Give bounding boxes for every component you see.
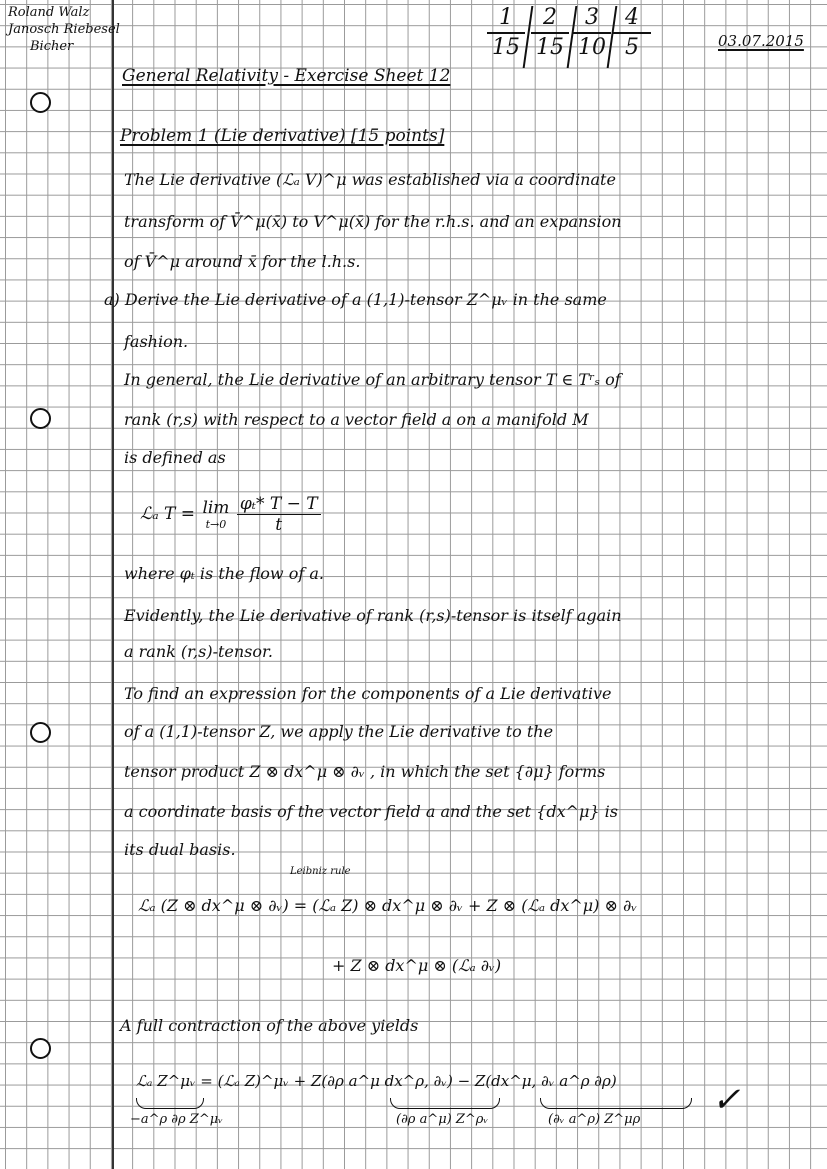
text-line: A full contraction of the above yields (120, 1016, 419, 1035)
problem-number: 1 (499, 5, 513, 30)
definition-lhs: ℒₐ T = (140, 504, 196, 524)
problem-points: 15 (487, 32, 525, 62)
problem-number: 3 (585, 5, 599, 30)
underbrace-label: −a^ρ ∂ρ Z^μᵥ (130, 1112, 224, 1127)
limit-operator: lim (202, 498, 230, 518)
punch-hole (30, 722, 51, 743)
text-line: tensor product Z ⊗ dx^μ ⊗ ∂ᵥ , in which the set {∂μ} forms (124, 762, 606, 781)
author-name: Bicher (30, 39, 74, 54)
page-title: General Relativity - Exercise Sheet 12 (122, 66, 451, 86)
problem-number: 2 (543, 5, 557, 30)
margin-line (112, 0, 114, 1169)
limit-subscript: t→0 (205, 518, 227, 531)
score-problem-4 (613, 4, 651, 68)
author-name: Janosch Riebesel (8, 22, 120, 37)
problem-points: 15 (531, 32, 569, 62)
punch-hole (30, 92, 51, 113)
text-line: The Lie derivative (ℒₐ V)^μ was established via a coordinate (124, 170, 616, 189)
definition-denominator: t (275, 515, 283, 535)
definition-numerator: φₜ* T − T (237, 494, 321, 515)
score-problem-1 (487, 4, 525, 68)
text-line: where φₜ is the flow of a. (124, 564, 324, 583)
underbrace-label: (∂ᵥ a^ρ) Z^μρ (548, 1112, 641, 1127)
author-name: Roland Walz (8, 5, 90, 20)
underbrace (136, 1098, 204, 1109)
lie-derivative-definition (140, 494, 321, 535)
text-line: a) Derive the Lie derivative of a (1,1)-tensor Z^μᵥ in the same (104, 290, 607, 309)
problem-number: 4 (625, 5, 639, 30)
text-line: In general, the Lie derivative of an arbitrary tensor T ∈ Tʳₛ of (124, 370, 621, 389)
problem-points: 10 (573, 32, 611, 62)
score-box (487, 4, 647, 68)
text-line: its dual basis. (124, 840, 236, 859)
author-list (8, 4, 120, 55)
punch-hole (30, 408, 51, 429)
leibniz-rule-annotation: Leibniz rule (290, 866, 351, 877)
text-line: rank (r,s) with respect to a vector field a on a manifold M (124, 410, 589, 429)
score-problem-3 (573, 4, 611, 68)
score-problem-2 (531, 4, 569, 68)
text-line: of V̄^μ around x̄ for the l.h.s. (124, 252, 361, 271)
grader-checkmark: ✓ (712, 1080, 741, 1120)
text-line: Evidently, the Lie derivative of rank (r,s)-tensor is itself again (124, 606, 622, 625)
problem-heading: Problem 1 (Lie derivative) [15 points] (120, 126, 445, 146)
text-line: of a (1,1)-tensor Z, we apply the Lie derivative to the (124, 722, 554, 741)
component-equation: ℒₐ Z^μᵥ = (ℒₐ Z)^μᵥ + Z(∂ρ a^μ dx^ρ, ∂ᵥ) − Z(dx^μ, ∂ᵥ a^ρ ∂ρ) (136, 1072, 617, 1090)
underbrace (540, 1098, 692, 1109)
leibniz-equation-line-1: ℒₐ (Z ⊗ dx^μ ⊗ ∂ᵥ) = (ℒₐ Z) ⊗ dx^μ ⊗ ∂ᵥ + Z ⊗ (ℒₐ dx^μ) ⊗ ∂ᵥ (138, 896, 638, 915)
text-line: a rank (r,s)-tensor. (124, 642, 273, 661)
text-line: To find an expression for the components of a Lie derivative (124, 684, 612, 703)
date: 03.07.2015 (718, 32, 804, 50)
problem-points: 5 (613, 32, 651, 62)
text-line: transform of V̄^μ(x̄) to V^μ(x̄) for the r.h.s. and an expansion (124, 212, 622, 231)
text-line: a coordinate basis of the vector field a and the set {dx^μ} is (124, 802, 618, 821)
text-line: fashion. (124, 332, 189, 351)
underbrace (390, 1098, 500, 1109)
text-line: is defined as (124, 448, 226, 467)
leibniz-equation-line-2: + Z ⊗ dx^μ ⊗ (ℒₐ ∂ᵥ) (332, 956, 502, 975)
underbrace-label: (∂ρ a^μ) Z^ρᵥ (396, 1112, 489, 1127)
punch-hole (30, 1038, 51, 1059)
